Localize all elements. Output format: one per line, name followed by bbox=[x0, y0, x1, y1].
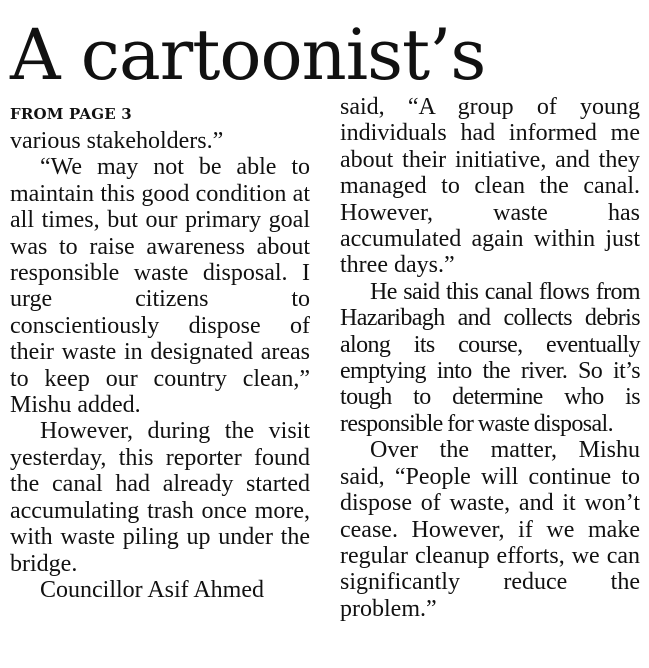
paragraph: He said this canal flows from Hazaribagh and collects debris along its course, eventually emptying into the river. So it’s tough to determine who is responsible for waste disposal. bbox=[340, 278, 640, 437]
paragraph: Over the matter, Mishu said, “People will continue to dispose of waste, and it won’t cease. However, if we make regular cleanup efforts, we can significantly reduce the problem.” bbox=[340, 437, 640, 622]
article-column-right bbox=[340, 94, 640, 622]
paragraph: various stakeholders.” bbox=[10, 128, 224, 154]
paragraph: However, during the visit yesterday, this reporter found the canal had already started accumulating trash once more, with waste piling up under the bridge. bbox=[10, 418, 310, 577]
paragraph: “We may not be able to maintain this good condition at all times, but our primary goal was to raise awareness about responsible waste disposal. I urge citizens to conscientiously dispose of their waste in designated areas to keep our country clean,” Mishu added. bbox=[10, 154, 310, 419]
continued-from-label: FROM PAGE 3 bbox=[10, 105, 132, 123]
paragraph: Councillor Asif Ahmed bbox=[40, 576, 264, 603]
paragraph: said, “A group of young individuals had informed me about their initiative, and they managed to clean the canal. However, waste has accumulated again within just three days.” bbox=[340, 94, 640, 279]
headline: A cartoonist’s bbox=[10, 14, 486, 96]
article-column-left bbox=[10, 94, 310, 603]
